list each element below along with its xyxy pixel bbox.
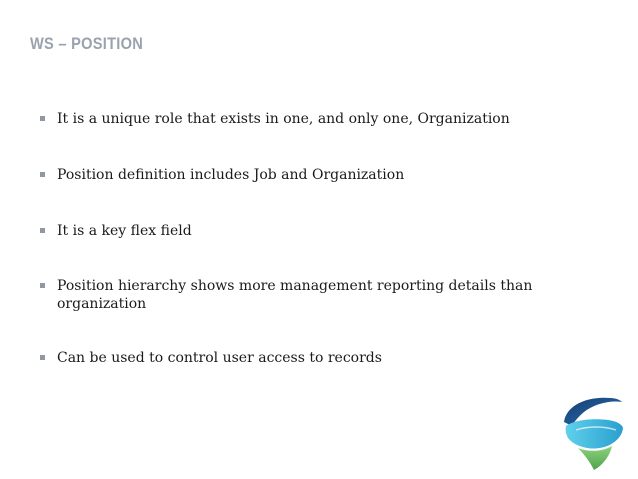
bullet-text: Position hierarchy shows more management reporting details than organization <box>57 278 533 312</box>
bullet-text: Position definition includes Job and Organization <box>57 167 405 183</box>
slide-title: WS – POSITION <box>30 34 144 53</box>
bullet-text: It is a key flex field <box>57 223 192 239</box>
square-bullet-icon <box>40 172 45 177</box>
square-bullet-icon <box>40 116 45 121</box>
swirl-logo-icon <box>560 392 626 472</box>
bullet-item <box>40 110 560 128</box>
bullet-item <box>40 349 560 367</box>
bullet-text: Can be used to control user access to records <box>57 350 382 366</box>
square-bullet-icon <box>40 355 45 360</box>
bullet-item <box>40 277 560 313</box>
bullet-text: It is a unique role that exists in one, and only one, Organization <box>57 111 510 127</box>
square-bullet-icon <box>40 228 45 233</box>
bullet-item <box>40 166 560 184</box>
square-bullet-icon <box>40 283 45 288</box>
bullet-item <box>40 222 560 240</box>
